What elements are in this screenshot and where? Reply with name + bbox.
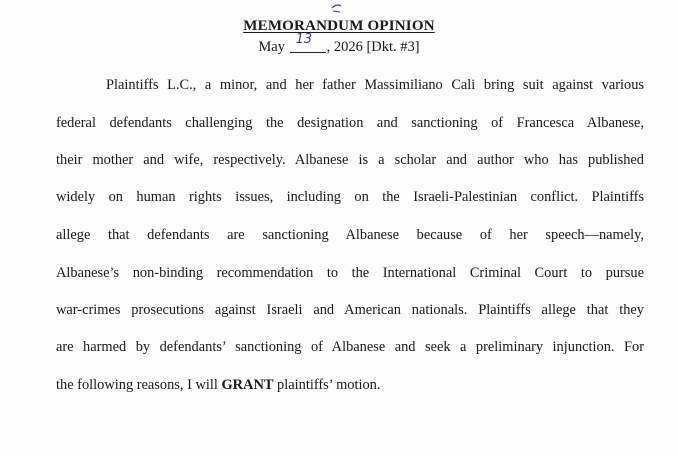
memorandum-heading [0,18,678,35]
paragraph-line-8: are harmed by defendants’ sanctioning of Albanese and seek a preliminary injunction. For [56,339,644,355]
date-rest: , 2026 [Dkt. #3] [326,39,420,55]
paragraph-line-5: allege that defendants are sanctioning Albanese because of her speech—namely, [56,227,644,243]
date-month: May [258,39,285,55]
paragraph-line-2: federal defendants challenging the designation and sanctioning of Francesca Albanese, [56,115,644,131]
heading-text: MEMORANDUM OPINION [243,18,435,34]
grant-word: GRANT [221,377,274,393]
paragraph-line-7: war-crimes prosecutions against Israeli and American nationals. Plaintiffs allege that they [56,302,644,318]
date-line [0,32,678,56]
paragraph-line-3: their mother and wife, respectively. Albanese is a scholar and author who has published [56,152,644,168]
handwritten-day: 13 [295,32,313,47]
paragraph-line-4: widely on human rights issues, including on the Israeli-Palestinian conflict. Plaintiffs [56,189,644,205]
last-line-suffix: plaintiffs’ motion. [273,377,381,393]
date-blank [290,32,326,53]
paragraph-line-6: Albanese’s non-binding recommendation to the International Criminal Court to pursue [56,265,644,281]
last-line-prefix: the following reasons, I will [56,377,222,393]
paragraph-line-1: Plaintiffs L.C., a minor, and her father Massimiliano Cali bring suit against various [106,77,644,93]
handwritten-check-mark-icon [329,2,345,16]
paragraph-line-9 [56,376,380,394]
